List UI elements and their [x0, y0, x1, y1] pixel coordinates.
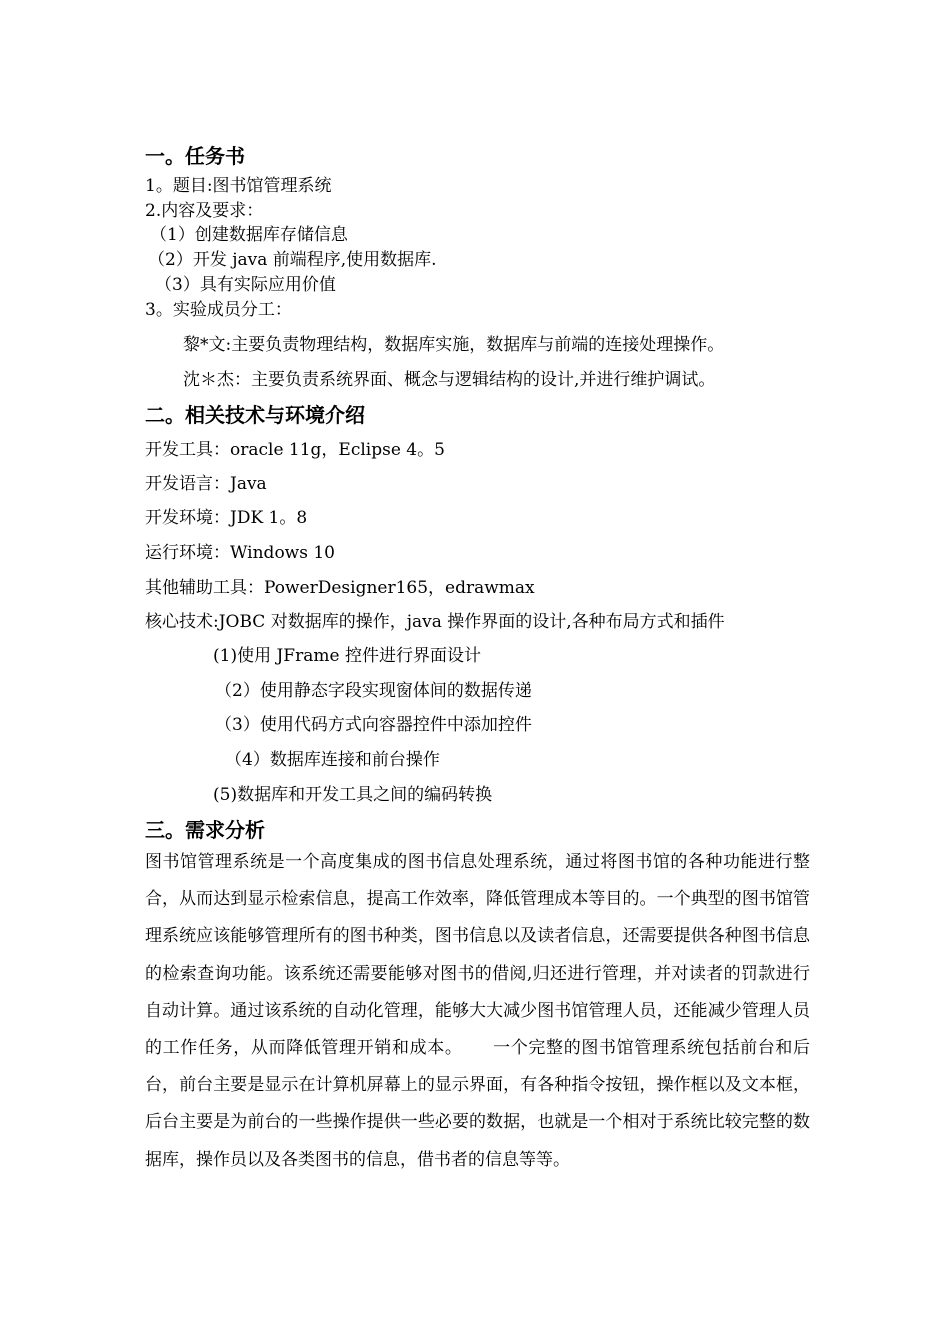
member-division-label: 3。实验成员分工：: [145, 300, 292, 320]
tech-item-1: (1)使用 JFrame 控件进行界面设计: [213, 646, 481, 666]
core-technology: 核心技术:JOBC 对数据库的操作，java 操作界面的设计,各种布局方式和插件: [145, 612, 725, 632]
requirements-paragraph: [145, 844, 810, 1179]
requirement-2: （2）开发 java 前端程序,使用数据库.: [148, 250, 437, 270]
section-heading-task: 一。任务书: [145, 144, 245, 168]
section-heading-requirements: 三。需求分析: [145, 818, 265, 842]
dev-environment: 开发环境：JDK 1。8: [145, 508, 308, 528]
section-heading-tech: 二。相关技术与环境介绍: [145, 403, 365, 427]
auxiliary-tools: 其他辅助工具：PowerDesigner165，edrawmax: [145, 578, 535, 598]
task-requirements-label: 2.内容及要求：: [145, 201, 264, 221]
requirements-paragraph-text: 图书馆管理系统是一个高度集成的图书信息处理系统，通过将图书馆的各种功能进行整合，从而达到显示检索信息，提高工作效率，降低管理成本等目的。一个典型的图书馆管理系统应该能够管理所有的图书种类，图书信息以及读者信息，还需要提供各种图书信息的检索查询功能。该系统还需要能够对图书的借阅,归还进行管理，并对读者的罚款进行自动计算。通过该系统的自动化管理，能够大大减少图书馆管理人员，还能减少管理人员的工作任务，从而降低管理开销和成本。: [145, 852, 810, 1059]
tech-item-2: （2）使用静态字段实现窗体间的数据传递: [215, 681, 532, 701]
member-2: 沈＊杰：主要负责系统界面、概念与逻辑结构的设计,并进行维护调试。: [183, 370, 716, 390]
task-topic: 1。题目:图书馆管理系统: [145, 176, 332, 196]
requirement-3: （3）具有实际应用价值: [155, 275, 336, 295]
tech-item-3: （3）使用代码方式向容器控件中添加控件: [215, 715, 532, 735]
dev-tools: 开发工具：oracle 11g，Eclipse 4。5: [145, 440, 445, 460]
tech-item-4: （4）数据库连接和前台操作: [225, 750, 440, 770]
runtime-environment: 运行环境：Windows 10: [145, 543, 335, 563]
requirements-paragraph-text-2: 一个完整的图书馆管理系统包括前台和后台，前台主要是显示在计算机屏幕上的显示界面，有各种指令按钮，操作框以及文本框，后台主要是为前台的一些操作提供一些必要的数据，也就是一个相对于系统比较完整的数据库，操作员以及各类图书的信息，借书者的信息等等。: [145, 1038, 810, 1170]
member-1: 黎*文:主要负责物理结构，数据库实施，数据库与前端的连接处理操作。: [183, 335, 725, 355]
requirement-1: （1）创建数据库存储信息: [150, 225, 348, 245]
dev-language: 开发语言：Java: [145, 474, 267, 494]
tech-item-5: (5)数据库和开发工具之间的编码转换: [213, 785, 493, 805]
